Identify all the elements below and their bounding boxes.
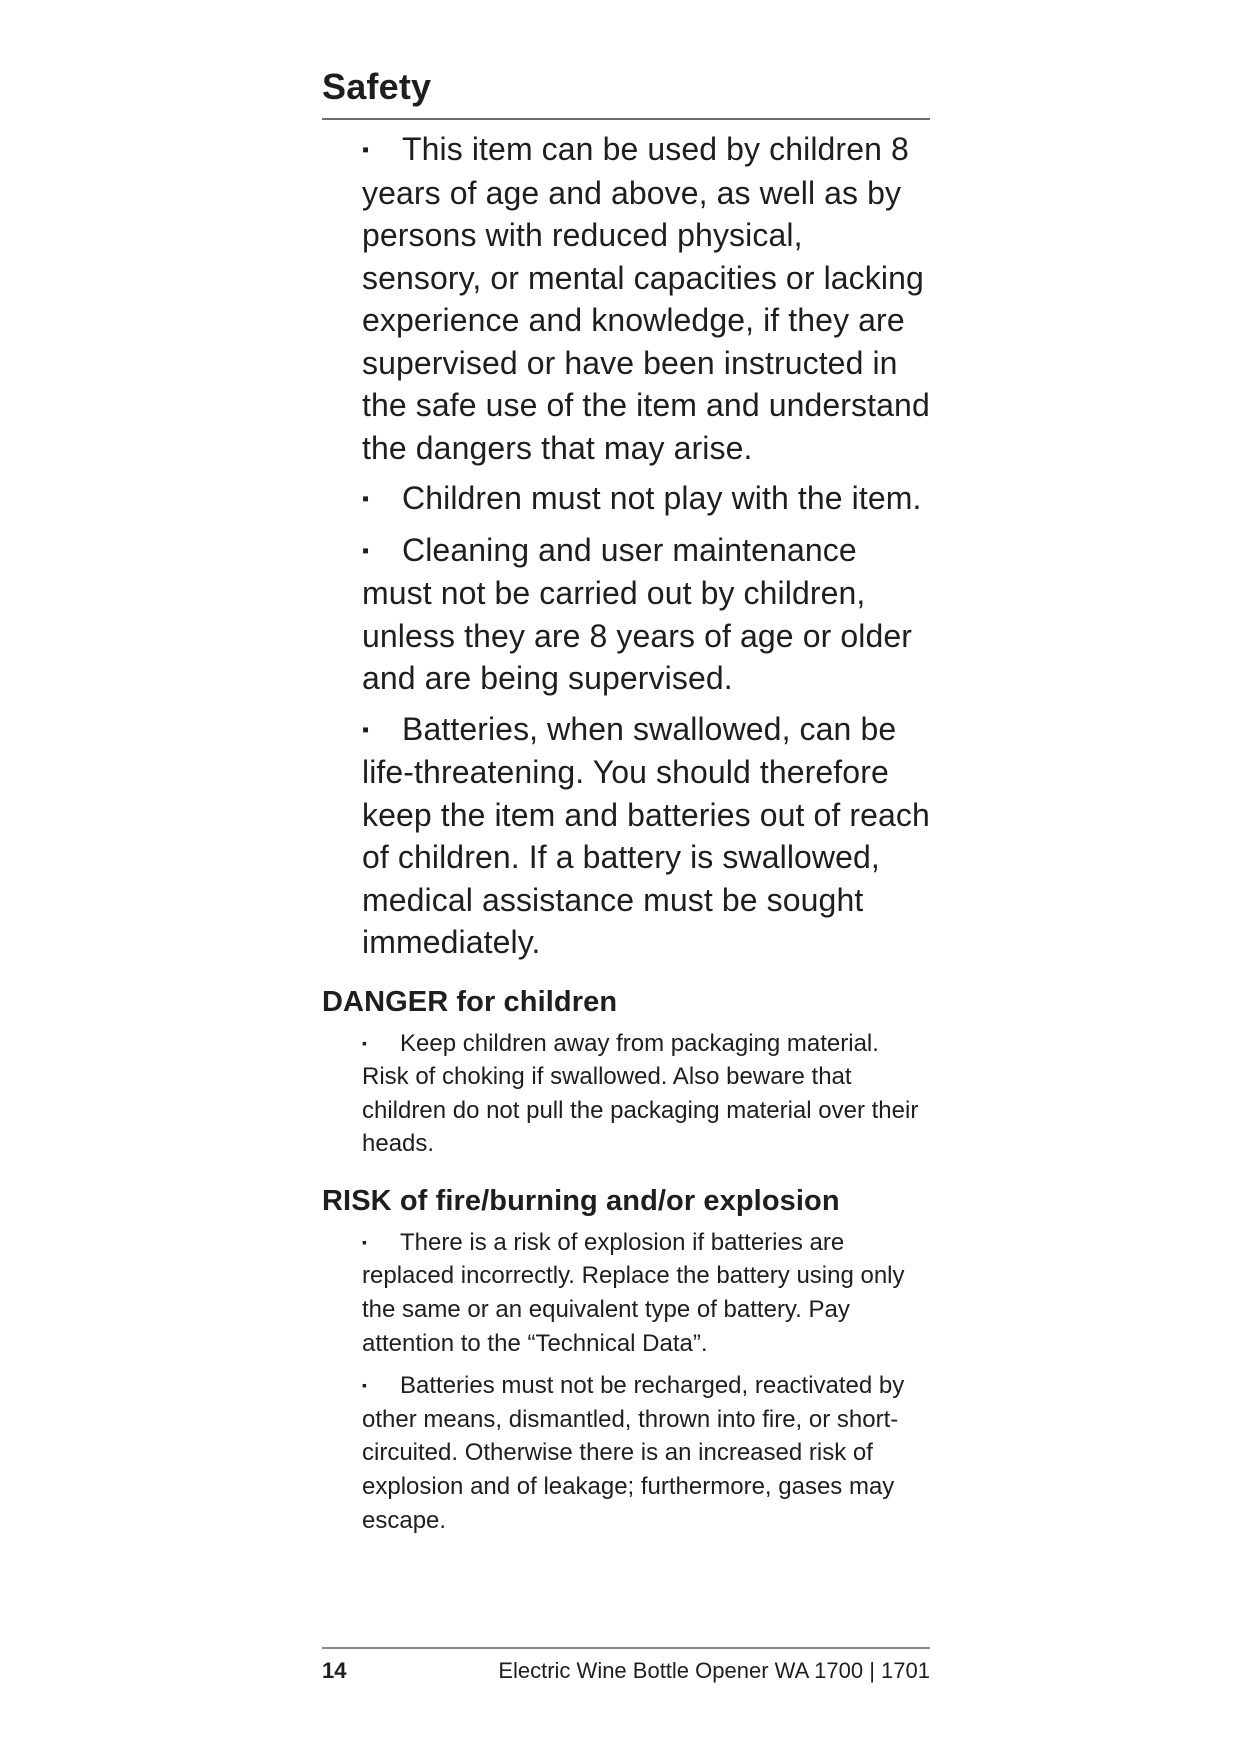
danger-list	[322, 1027, 930, 1161]
bullet-icon: ▪	[362, 539, 370, 562]
list-item	[362, 128, 930, 469]
list-item	[362, 1027, 930, 1161]
list-item	[362, 529, 930, 700]
bullet-icon: ▪	[362, 139, 370, 161]
page-footer	[322, 1647, 930, 1684]
risk-list	[322, 1226, 930, 1537]
bullet-icon: ▪	[362, 1377, 367, 1394]
list-item-text: There is a risk of explosion if batteries are replaced incorrectly. Replace the battery using only the same or an equivalent type of battery. Pay attention to the “Technical Data”.	[362, 1228, 905, 1357]
list-item-text: Keep children away from packaging material. Risk of choking if swallowed. Also beware that children do not pull the packaging material over their heads.	[362, 1029, 919, 1158]
bullet-icon: ▪	[362, 488, 370, 510]
list-item-text: This item can be used by children 8 years of age and above, as well as by persons with reduced physical, sensory, or mental capacities or lacking experience and knowledge, if they are supervised or have been instructed in the safe use of the item and understand the dangers that may arise.	[362, 131, 930, 466]
list-item	[362, 1226, 930, 1360]
bullet-icon: ▪	[362, 1034, 367, 1051]
danger-heading: DANGER for children	[322, 985, 618, 1018]
list-item	[362, 1369, 930, 1537]
bullet-icon: ▪	[362, 718, 370, 741]
page-number: 14	[322, 1658, 347, 1683]
section-title: Safety	[322, 66, 930, 120]
bullet-icon: ▪	[362, 1233, 367, 1250]
list-item-text: Batteries, when swallowed, can be life-threatening. You should therefore keep the item and batteries out of reach of children. If a battery is swallowed, medical assistance must be sought immediately.	[362, 710, 930, 960]
list-item-text: Children must not play with the item.	[402, 480, 922, 516]
safety-list	[322, 128, 930, 964]
manual-page	[322, 66, 930, 1706]
list-item	[362, 477, 930, 521]
product-name: Electric Wine Bottle Opener WA 1700 | 1701	[498, 1658, 930, 1683]
list-item-text: Batteries must not be recharged, reactivated by other means, dismantled, thrown into fire, or short-circuited. Otherwise there is an increased risk of explosion and of leakage; furthermore, gases may escape.	[362, 1372, 905, 1534]
risk-heading: RISK of fire/burning and/or explosion	[322, 1184, 840, 1217]
list-item	[362, 708, 930, 964]
list-item-text: Cleaning and user maintenance must not be carried out by children, unless they are 8 years of age or older and are being supervised.	[362, 531, 912, 696]
